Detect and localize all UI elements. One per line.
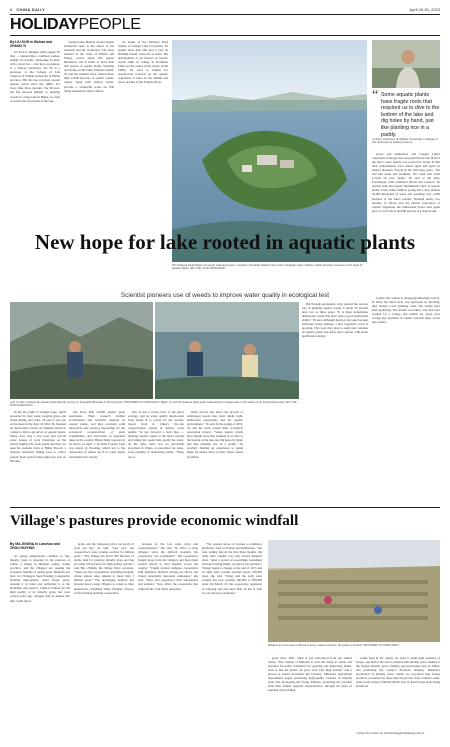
drying-grass-photo [268,540,440,642]
story2-column-1: As spring temperatures continue to rise, thereby grass is growing in the pastures of Linhu, a village in Minxian county, Gansu province, and the villagers are reaping the economic benefits of selling grass. Medicine are busy in a Nonggers Seed Planting Cooperative planting high-quality, dried forage grass, packing it in bales and delivering it to the herdsmen who need it. Linhu is famous for the high quality of its timothy grass, but even several years ago, villagers had no market that they could sell to. [10,554,70,603]
story1-byline: By LIU KUN in Wuhan and ZHANG YI [10,40,53,49]
yu-dan-portrait-image [372,40,440,88]
story1-lower-column-c: fish. It was a severe blow to the lake's ecology, and its water quality deteriorated from Grade II to Grade IV, the second-lowest level in China's five-tier categorization system of surface water quality. Yu put forward a bold idea — planting aquatic weeds at the lake's bottom and letting the weeds help purify the water. At the time, there was no successful precedent in China, or elsewhere for large-scale planting of underwater plants. "There are so [128,410,184,459]
story1-lower-column-a: In the first eight of Liangzi Lake, which presented its clear water, swaying grass, and living shrimp and crabs, Yu said it was one of the lakes in the field. In 1991, Yu founded an observation station on Niushan Island to conduct a follow-up survey of aquatic plants. There were only a few trees and several stone houses of local fishermen on the island, making life work lonely and hard. To seek his students from at Hubei Eucom, a national renowned fishing boat to collect aquatic plant seeds in three lakes per year on the lake. [10,410,66,463]
story2-column-6: arable land in the county are used to plant high varieties of forage, and half of the area is planted with timothy grass, making it the largest timothy grass planting and processing base in China, and promoting the county's livestock industry. Minxian's production of timothy grass, which are processed into forage products, accounted for more than 50 percent of the country's sales, with a total output of 60,000 metric tons of dried forage grass being produced. [356,656,440,689]
story1-column-2: Liangzi Lake, Hubei's second-largest freshwater lake, is the object of his attention and his workplace. The lake, situated in the cities of Wuhan and Ezhou, covers about 304 square kilometers and is home to more than 200 species of aquatic plants. Working and living on the lake's Niushan Island, Yu and his students have planted more than 12,000 hectares of aquatic weeds, which, along with natural weeds, provide a wonderful scene for fish living beneath the lake's surface. [64,40,114,93]
story2-contact: Contact the writers at zhouhuiying@chinadaily.com.cn [356,731,425,735]
story1-column-5: Contact the writers at zhangyi@chinadaily.com.cn. In 2016, the lake's floor was destroyed by flooding; they started a new planting work. The results have been gratifying. Yu's former coworkers, who had once worked for a college and studied for years, now occupy key positions in aquatic research units across the country. [372,296,440,325]
story1-column-1: It's hard to imagine when seeing Yu Dan — dressed like a common worker, usually in overalls, ankle-deep in mud, with a straw hat — that he is a professor at a famous university. Yet Yu is a professor at the College of Life Sciences of Wuhan University in Hubei province. His life has revolved around aquatic weeds since the 1980s. For more than three decades, the 60-year-old has devoted himself to planting weeds in a large lake in Hubei, in order to restore the ecosystem of the lake. [10,50,60,103]
issue-date: April 29-30, 2023 [409,7,440,12]
planting-photo-right [155,302,299,399]
story2-column-4: "We opened stores at various e-commerce platforms, such as Taobao and Pinduoduo," she said, adding that in the first three months, the daily sales volume was only several hundred yuan. "After a period of researching consumers and later buying habits, we placed our products" Village began to change at the end of 2015 and its daily sales volume reached nearly 100,000 yuan, she said. "Wang said the daily sales volume has now reached 100,000 to 300,000 yuan. On March 25, the cooperative registered in Guiyang and rent more than 10 mu of land for an overseas warehouse." [202,542,262,595]
pull-quote: Some aquatic plants have fragile roots that required us to dive to the bottom of the lake and dig holes by hand, just like planting rice in a paddy. [381,92,440,138]
lower-photos-caption: Left: Yu Dan conducts an aquatic plant diversity survey on Changhai Mountain in Xizo province. PROVIDED TO CHINA DAILY. Right: Yu and his students plant grass collected from Liangzi Lake in the waters of an experimental pool. WU YUE / FOR CHINA DAILY [10,401,298,408]
section-title-main: HOLIDAY [10,16,79,33]
story1-headline: New hope for lake rooted in aquatic plants [34,230,416,254]
section-rule [10,35,440,36]
story2-headline: Village's pastures provide economic windfall [10,512,299,529]
story1-column-3: As leader of the National Field Station of Liangzi Lake Ecosystem, Yu spends more than 200 days a year on Niushan Island, where he is based. His development of an interest in aquatic weeds while in college in Northeast China set the course of his career. In the 1980s, Yu went to Wuhan for postdoctoral research on the aquatic vegetation of lakes in the middle and lower reaches of the Yangtze River. [118,40,168,85]
story1-column-4: grows and multiplied, and Liangzi Lake's vegetation coverage ratio exceeded 80 percent. Half of the lake's water quality was restored to Grade II. But their achievements were ruined again and again by natural disasters. Floods in the following years. "We still had seeds and seedlings. We could start from scratch all over again," Yu said at the time. Fortunately, with continued efforts and research, Yu and his team discovered 'fundamental rules' of aquatic plants. From winter 2006 to spring 2011, they planted 20,000 kilograms of seeds and seedlings over 2,000 hectares of the lake's bottom. Through nearly two decades of efforts and the natural restoration of aquatic vegetation, the 'underwater forest' once again grew to cover more than 80 percent of Liangzi Lake. [372,152,440,213]
story-divider [10,507,440,508]
story1-lower-column-e: But through persistence, they learned the success rate of planting aquatic weeds to about 50 percent after two or three years. "It is these tremendous underwater weeds that have such a good purification ability," Yu said. Although much of the lake has seen relatively severe damage, a new vegetative cover is growing. This year, they plan to study new varieties of aquatic plants and select more species with better purification ability. [302,302,368,339]
story2-column-5: grass since 1991, when it was introduced from the United States. "The climate of Minxian is cold and damp in winter and provides favorable conditions for growing and improving plants, such as that the plants can grow very well, high quality," said a person at Gansu Grassland and Forestry. Minxian's agricultural departments began promoting high-quality varieties of timothy grass and developing the forage industry, producing the varieties with their unique regional characteristics, through 60 years of standing and breeding. [268,656,352,693]
section-title [10,16,141,34]
lake-aerial-image [172,40,367,262]
quote-icon: “ [372,88,379,103]
grass-drying-image [268,540,440,642]
page-top-bar [10,7,440,13]
story1-deck: Scientist pioneers use of weeds to improve water quality in ecological test [120,292,330,299]
lake-station-photo [172,40,367,262]
story1-lower-column-d: many factors that affect the growth of submerged weeds, like water depth, light, underwater topography and the aquatic environment," Yu said. In the spring of 2019, Yu and his team started their ecological restoration project. "Some aquatic plants have fragile roots that required us to dive to the bottom of the lake and dig holes by hand, just like planting rice in a paddy," Yu recalled. Sharing an experience to guide them, he added, most of their efforts ended in failure. [187,410,243,459]
brand-name: CHINA DAILY [16,7,45,12]
survey-photo-left [10,302,153,399]
story1-lower-column-b: and more than 20,000 aquatic plant specimens. Their research yielded accumulated and scientific analysis on aquatic plants, and they provided solid theoretical and practical knowledge for the ecological reconstruction of plant communities and restoration of degraded lakes in the country. Hubei Daily reported in an article on April 5. In 2016, Liangzi Lake was struck by flooding, which led to the destruction of almost all of its water plants and underwater forests. [69,410,125,459]
top-rule [10,14,440,15]
story2-column-2: grain, and the wholesale price can reach 10 yuan per kg," he said. "Last year, our cooperative's sales volume reached 5.2 million yuan." "The village has about 300 hectares of arable land for growing timothy grass and has set aside 165 hectares for high quality growth," said Hao Zhimin, the village Party secretary. "There are five cooperatives, including Tongxin, whose annual sales amount to more than 1 million yuan." The developing industry has boosted more young villagers to return to their hometowns, including Wang Weijuan, director of the Jiaxiang planting cooperative. [74,542,134,595]
story2-byline: By MA JINGNA in Lanzhou and ZHOU HUIYING [10,542,60,551]
mountain-survey-image [10,302,153,399]
pull-quote-attribution: Yu Dan, professor at Wuhan University's College of Life Sciences in Hubei province [372,137,438,145]
portrait-photo [372,40,440,88]
main-photo-caption: The National Field Station of Liangzi Lake Ecosystem, located on Niushan Island in the center of Liangzi Lake in Ezhou, Hubei province, focuses on the study of aquatic plants. WU YUE / FOR CHINA DAILY [172,264,363,271]
page-number: 8 [10,7,13,12]
section-title-sub: PEOPLE [78,16,141,33]
pool-planting-image [155,302,299,399]
drying-grass-caption: Workers at a company in Minxian county, Gansu province, dry grass in October. PROVIDED TO CHINA DAILY [268,644,400,647]
story2-column-3: because of the low sales price and overproduction," she said. "In 2014, to help villagers solve the difficult problem, the cooperative was established." The cooperative bought grass from the villagers and then made several efforts to find markets across the country. "Taking product samples, cooperative staff members attended various pet shows and visited potentially interested companies," she said. "They also negotiated with wholesalers and retailers." Now, 2021, the cooperative has achieved the 'cold chain' operation. [138,542,198,591]
